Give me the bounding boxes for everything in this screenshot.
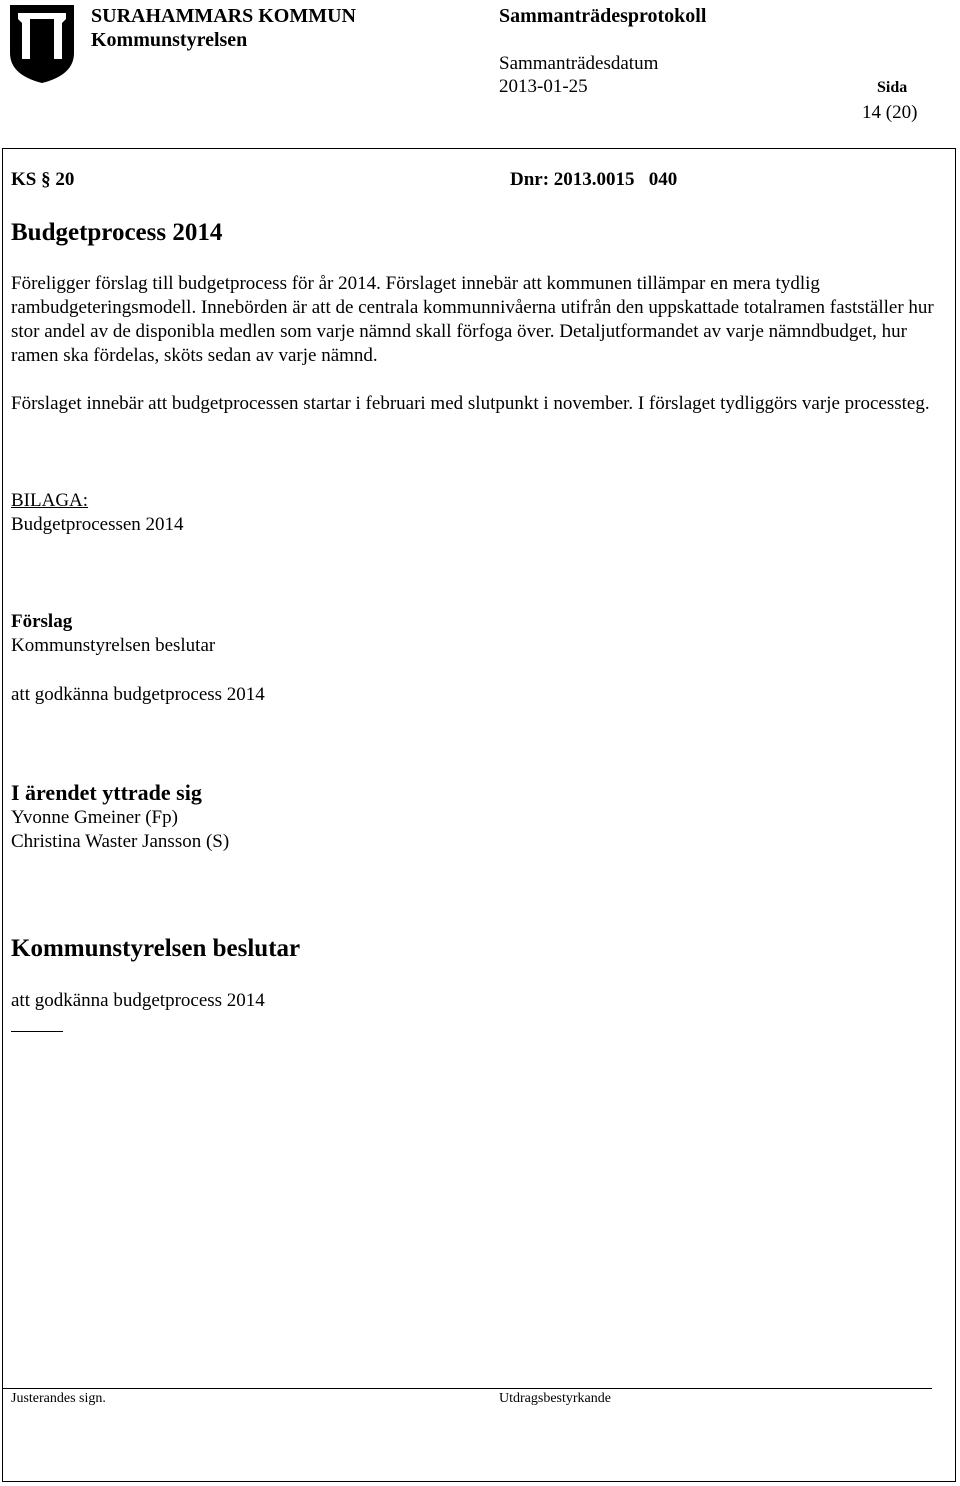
decision-heading: Kommunstyrelsen beslutar xyxy=(11,935,301,962)
municipality-name: SURAHAMMARS KOMMUN xyxy=(91,5,356,27)
speaker-item: Yvonne Gmeiner (Fp) xyxy=(11,807,178,828)
speaker-item: Christina Waster Jansson (S) xyxy=(11,831,230,852)
attachment-name: Budgetprocessen 2014 xyxy=(11,514,184,535)
proposal-heading: Förslag xyxy=(11,611,73,632)
proposal-line: Kommunstyrelsen beslutar xyxy=(11,635,216,656)
proposal-text: att godkänna budgetprocess 2014 xyxy=(11,684,265,705)
section-title: Budgetprocess 2014 xyxy=(11,219,223,246)
decision-text: att godkänna budgetprocess 2014 xyxy=(11,990,265,1011)
speakers-heading: I ärendet yttrade sig xyxy=(11,780,202,805)
body-paragraph-1: Föreligger förslag till budgetprocess för år 2014. Förslaget innebär att kommunen tillämpar en mera tydlig rambudgeteringsmodell. Innebörden är att de centrala kommunnivåerna utifrån den uppskattade totalramen fastställer hur stor andel av de disponibla medlen som varje nämnd skall förfoga över. Detaljutformandet av varje nämndbudget, hur ramen ska fördelas, sköts sedan av varje nämnd. xyxy=(11,273,934,366)
page-number: 14 (20) xyxy=(862,102,918,123)
date-label: Sammanträdesdatum xyxy=(499,53,659,74)
protocol-title: Sammanträdesprotokoll xyxy=(499,5,707,27)
board-name: Kommunstyrelsen xyxy=(91,29,248,51)
attachment-label: BILAGA: xyxy=(11,490,89,511)
footer-left-label: Justerandes sign. xyxy=(11,1391,106,1406)
date-value: 2013-01-25 xyxy=(499,76,588,97)
footer-rule xyxy=(2,1388,932,1389)
diary-number: Dnr: 2013.0015 040 xyxy=(510,169,678,190)
footer-right-label: Utdragsbestyrkande xyxy=(499,1391,611,1406)
end-rule xyxy=(11,1031,63,1032)
paragraph-number: KS § 20 xyxy=(11,169,75,190)
page-label: Sida xyxy=(877,79,908,96)
municipality-crest-logo xyxy=(8,3,76,85)
body-paragraph-2: Förslaget innebär att budgetprocessen startar i februari med slutpunkt i november. I förslaget tydliggörs varje processteg. xyxy=(11,393,930,414)
